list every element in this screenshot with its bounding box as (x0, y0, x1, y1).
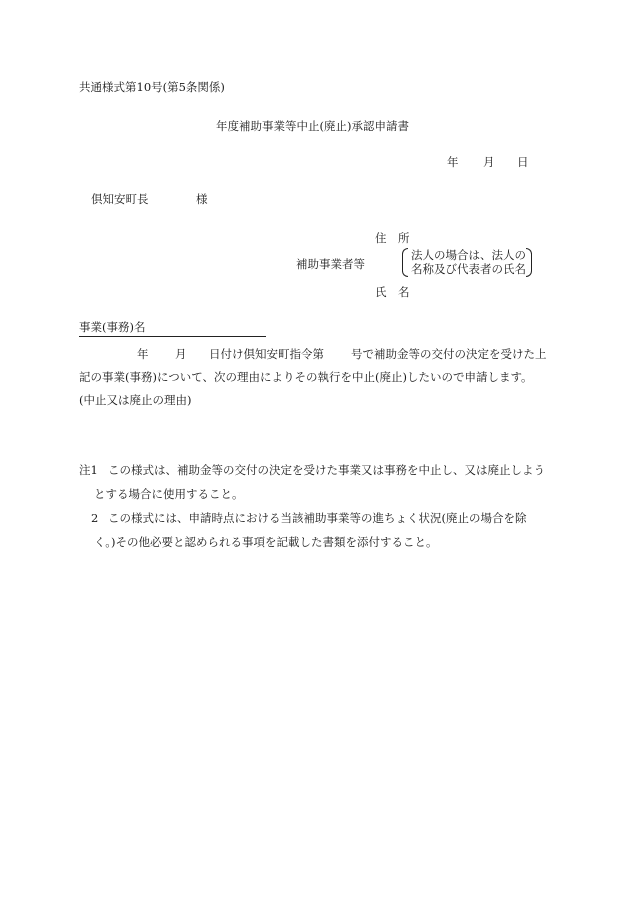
project-name-label: 事業(事務)名 (79, 320, 146, 334)
right-bracket (526, 248, 532, 277)
corporate-note-line2: 名称及び代表者の氏名 (411, 262, 526, 276)
corporate-note (402, 248, 532, 278)
body-line-2: 記の事業(事務)について、次の理由によりその執行を中止(廃止)したいので申請します。 (79, 370, 533, 384)
form-reference: 共通様式第10号(第5条関係) (79, 80, 225, 94)
note-1-line1: この様式は、補助金等の交付の決定を受けた事業又は事務を中止し、又は廃止しよう (108, 463, 545, 477)
body-decision-text: 号で補助金等の交付の決定を受けた上 (351, 347, 547, 361)
body-order-ref: 日付け倶知安町指令第 (209, 347, 324, 361)
note-2-marker: 2 (91, 511, 99, 525)
note-1-marker: 注1 (79, 463, 98, 477)
name-label: 氏 名 (375, 285, 410, 299)
left-bracket (402, 248, 408, 277)
date-year: 年 (447, 155, 459, 169)
date-day: 日 (517, 155, 529, 169)
project-name-field (79, 322, 266, 337)
corporate-note-line1: 法人の場合は、法人の (411, 248, 526, 262)
note-1-line2: とする場合に使用すること。 (94, 487, 244, 501)
note-2-line2: く。)その他必要と認められる事項を記載した書類を添付すること。 (94, 535, 438, 549)
body-month: 月 (175, 347, 187, 361)
address-label: 住 所 (375, 231, 410, 245)
addressee-name: 倶知安町長 (91, 192, 149, 206)
note-2-line1: この様式には、申請時点における当該補助事業等の進ちょく状況(廃止の場合を除 (108, 511, 527, 525)
addressee-honorific: 様 (196, 192, 208, 206)
body-year: 年 (137, 347, 149, 361)
date-month: 月 (483, 155, 495, 169)
reason-label: (中止又は廃止の理由) (79, 393, 192, 407)
applicant-role-label: 補助事業者等 (296, 257, 365, 271)
document-title: 年度補助事業等中止(廃止)承認申請書 (216, 119, 409, 133)
